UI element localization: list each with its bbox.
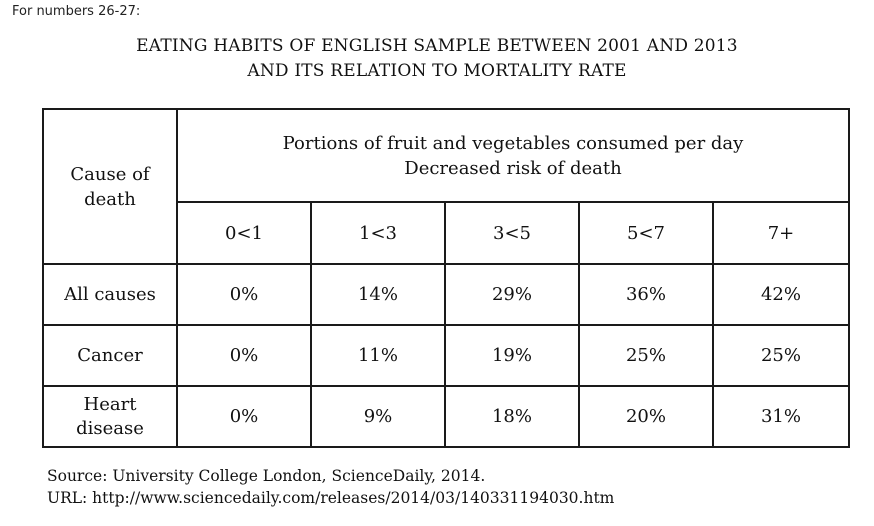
table-cell: 29% — [445, 264, 579, 325]
cause-of-death-header: Cause of death — [43, 109, 177, 264]
table-cell: 25% — [579, 325, 713, 386]
table-title-line-2: AND ITS RELATION TO MORTALITY RATE — [247, 61, 627, 81]
row-label: Cancer — [43, 325, 177, 386]
table-row — [43, 325, 849, 386]
table-cell: 31% — [713, 386, 849, 447]
table-cell: 18% — [445, 386, 579, 447]
table-cell: 19% — [445, 325, 579, 386]
table-cell: 11% — [311, 325, 445, 386]
table-cell: 14% — [311, 264, 445, 325]
table-row — [43, 386, 849, 447]
column-header: 5<7 — [579, 202, 713, 264]
table-cell: 9% — [311, 386, 445, 447]
table-cell: 42% — [713, 264, 849, 325]
intro-text: For numbers 26-27: — [12, 4, 141, 19]
source-url: URL: http://www.sciencedaily.com/releases/2014/03/140331194030.htm — [47, 489, 615, 507]
table-cell: 25% — [713, 325, 849, 386]
table-cell: 0% — [177, 386, 311, 447]
column-header: 3<5 — [445, 202, 579, 264]
column-header: 1<3 — [311, 202, 445, 264]
portions-group-header: Portions of fruit and vegetables consumed per day Decreased risk of death — [177, 109, 849, 202]
column-header: 7+ — [713, 202, 849, 264]
source-citation: Source: University College London, ScienceDaily, 2014. — [47, 467, 486, 485]
table-cell: 0% — [177, 325, 311, 386]
table-cell: 20% — [579, 386, 713, 447]
table-cell: 0% — [177, 264, 311, 325]
column-header: 0<1 — [177, 202, 311, 264]
table-cell: 36% — [579, 264, 713, 325]
row-label: Heart disease — [43, 386, 177, 447]
row-label: All causes — [43, 264, 177, 325]
table-title-line-1: EATING HABITS OF ENGLISH SAMPLE BETWEEN 2001 AND 2013 — [136, 36, 738, 56]
table-row — [43, 264, 849, 325]
mortality-table — [42, 108, 850, 448]
